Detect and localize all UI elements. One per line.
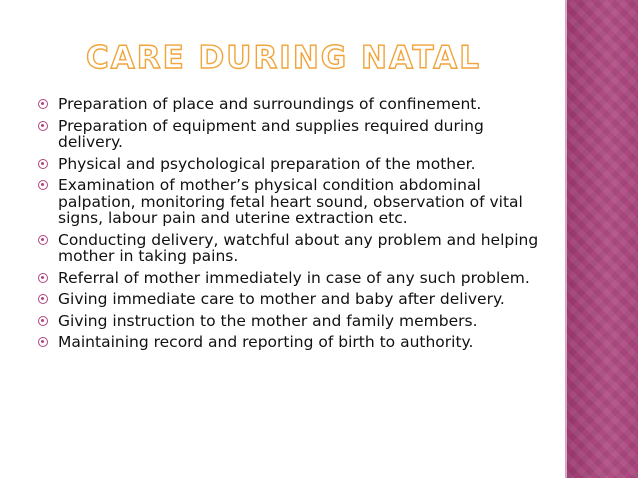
circle-bullet-icon	[38, 99, 48, 109]
bullet-item	[38, 232, 543, 265]
bullet-text: Conducting delivery, watchful about any problem and helping mother in taking pains.	[58, 230, 539, 265]
circle-bullet-icon	[38, 235, 48, 245]
circle-bullet-icon	[38, 180, 48, 190]
bullet-text: Maintaining record and reporting of birth to authority.	[58, 333, 474, 351]
side-pattern-panel	[567, 0, 638, 478]
bullet-item	[38, 177, 543, 227]
bullet-item	[38, 270, 543, 287]
circle-bullet-icon	[38, 121, 48, 131]
bullet-list	[38, 96, 543, 356]
circle-bullet-icon	[38, 337, 48, 347]
bullet-text: Preparation of equipment and supplies required during delivery.	[58, 116, 484, 151]
bullet-item	[38, 156, 543, 173]
bullet-item	[38, 313, 543, 330]
circle-bullet-icon	[38, 316, 48, 326]
bullet-item	[38, 118, 543, 151]
bullet-text: Referral of mother immediately in case of any such problem.	[58, 268, 530, 287]
bullet-text: Preparation of place and surroundings of confinement.	[58, 95, 482, 113]
circle-bullet-icon	[38, 273, 48, 283]
bullet-text: Examination of mother’s physical condition abdominal palpation, monitoring fetal heart sound, observation of vital signs, labour pain and uterine extraction etc.	[58, 176, 523, 227]
bullet-item	[38, 291, 543, 308]
bullet-text: Physical and psychological preparation of the mother.	[58, 154, 476, 173]
bullet-text: Giving instruction to the mother and family members.	[58, 311, 478, 330]
bullet-item	[38, 334, 543, 351]
circle-bullet-icon	[38, 294, 48, 304]
slide-title: CARE DURING NATAL	[85, 40, 482, 76]
circle-bullet-icon	[38, 159, 48, 169]
bullet-text: Giving immediate care to mother and baby after delivery.	[58, 290, 505, 308]
bullet-item	[38, 96, 543, 113]
